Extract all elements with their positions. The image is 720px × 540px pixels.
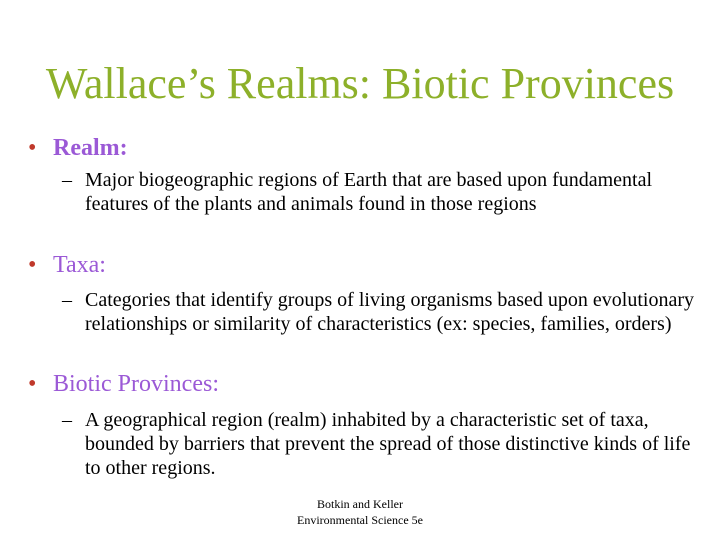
slide-footer xyxy=(0,496,720,528)
sub-marker: – xyxy=(62,409,72,431)
footer-authors: Botkin and Keller xyxy=(317,497,403,511)
definition-text: Major biogeographic regions of Earth that are based upon fundamental features of the plants and animals found in those regions xyxy=(85,169,653,215)
term-colon: : xyxy=(119,135,128,161)
bullet-realm xyxy=(28,134,128,162)
definition-biotic-provinces xyxy=(62,408,702,480)
sub-marker: – xyxy=(62,169,72,191)
bullet-taxa xyxy=(28,251,106,279)
definition-text: A geographical region (realm) inhabited by a characteristic set of taxa, bounded by barriers that prevent the spread of those distinctive kinds of life to other regions. xyxy=(85,409,691,479)
term-colon: : xyxy=(212,371,219,397)
slide-title: Wallace’s Realms: Biotic Provinces xyxy=(45,59,675,108)
definition-taxa xyxy=(62,288,702,336)
term-taxa: Taxa xyxy=(53,252,100,278)
bullet-marker: • xyxy=(28,135,37,161)
definition-realm xyxy=(62,168,702,216)
definition-text: Categories that identify groups of living organisms based upon evolutionary relationships or similarity of characteristics (ex: species, families, orders) xyxy=(85,289,694,335)
footer-book: Environmental Science 5e xyxy=(297,513,423,527)
term-realm: Realm xyxy=(53,135,120,161)
bullet-marker: • xyxy=(28,252,37,278)
bullet-marker: • xyxy=(28,371,37,397)
term-biotic-provinces: Biotic Provinces xyxy=(53,371,213,397)
bullet-biotic-provinces xyxy=(28,370,219,398)
sub-marker: – xyxy=(62,289,72,311)
term-colon: : xyxy=(99,252,106,278)
